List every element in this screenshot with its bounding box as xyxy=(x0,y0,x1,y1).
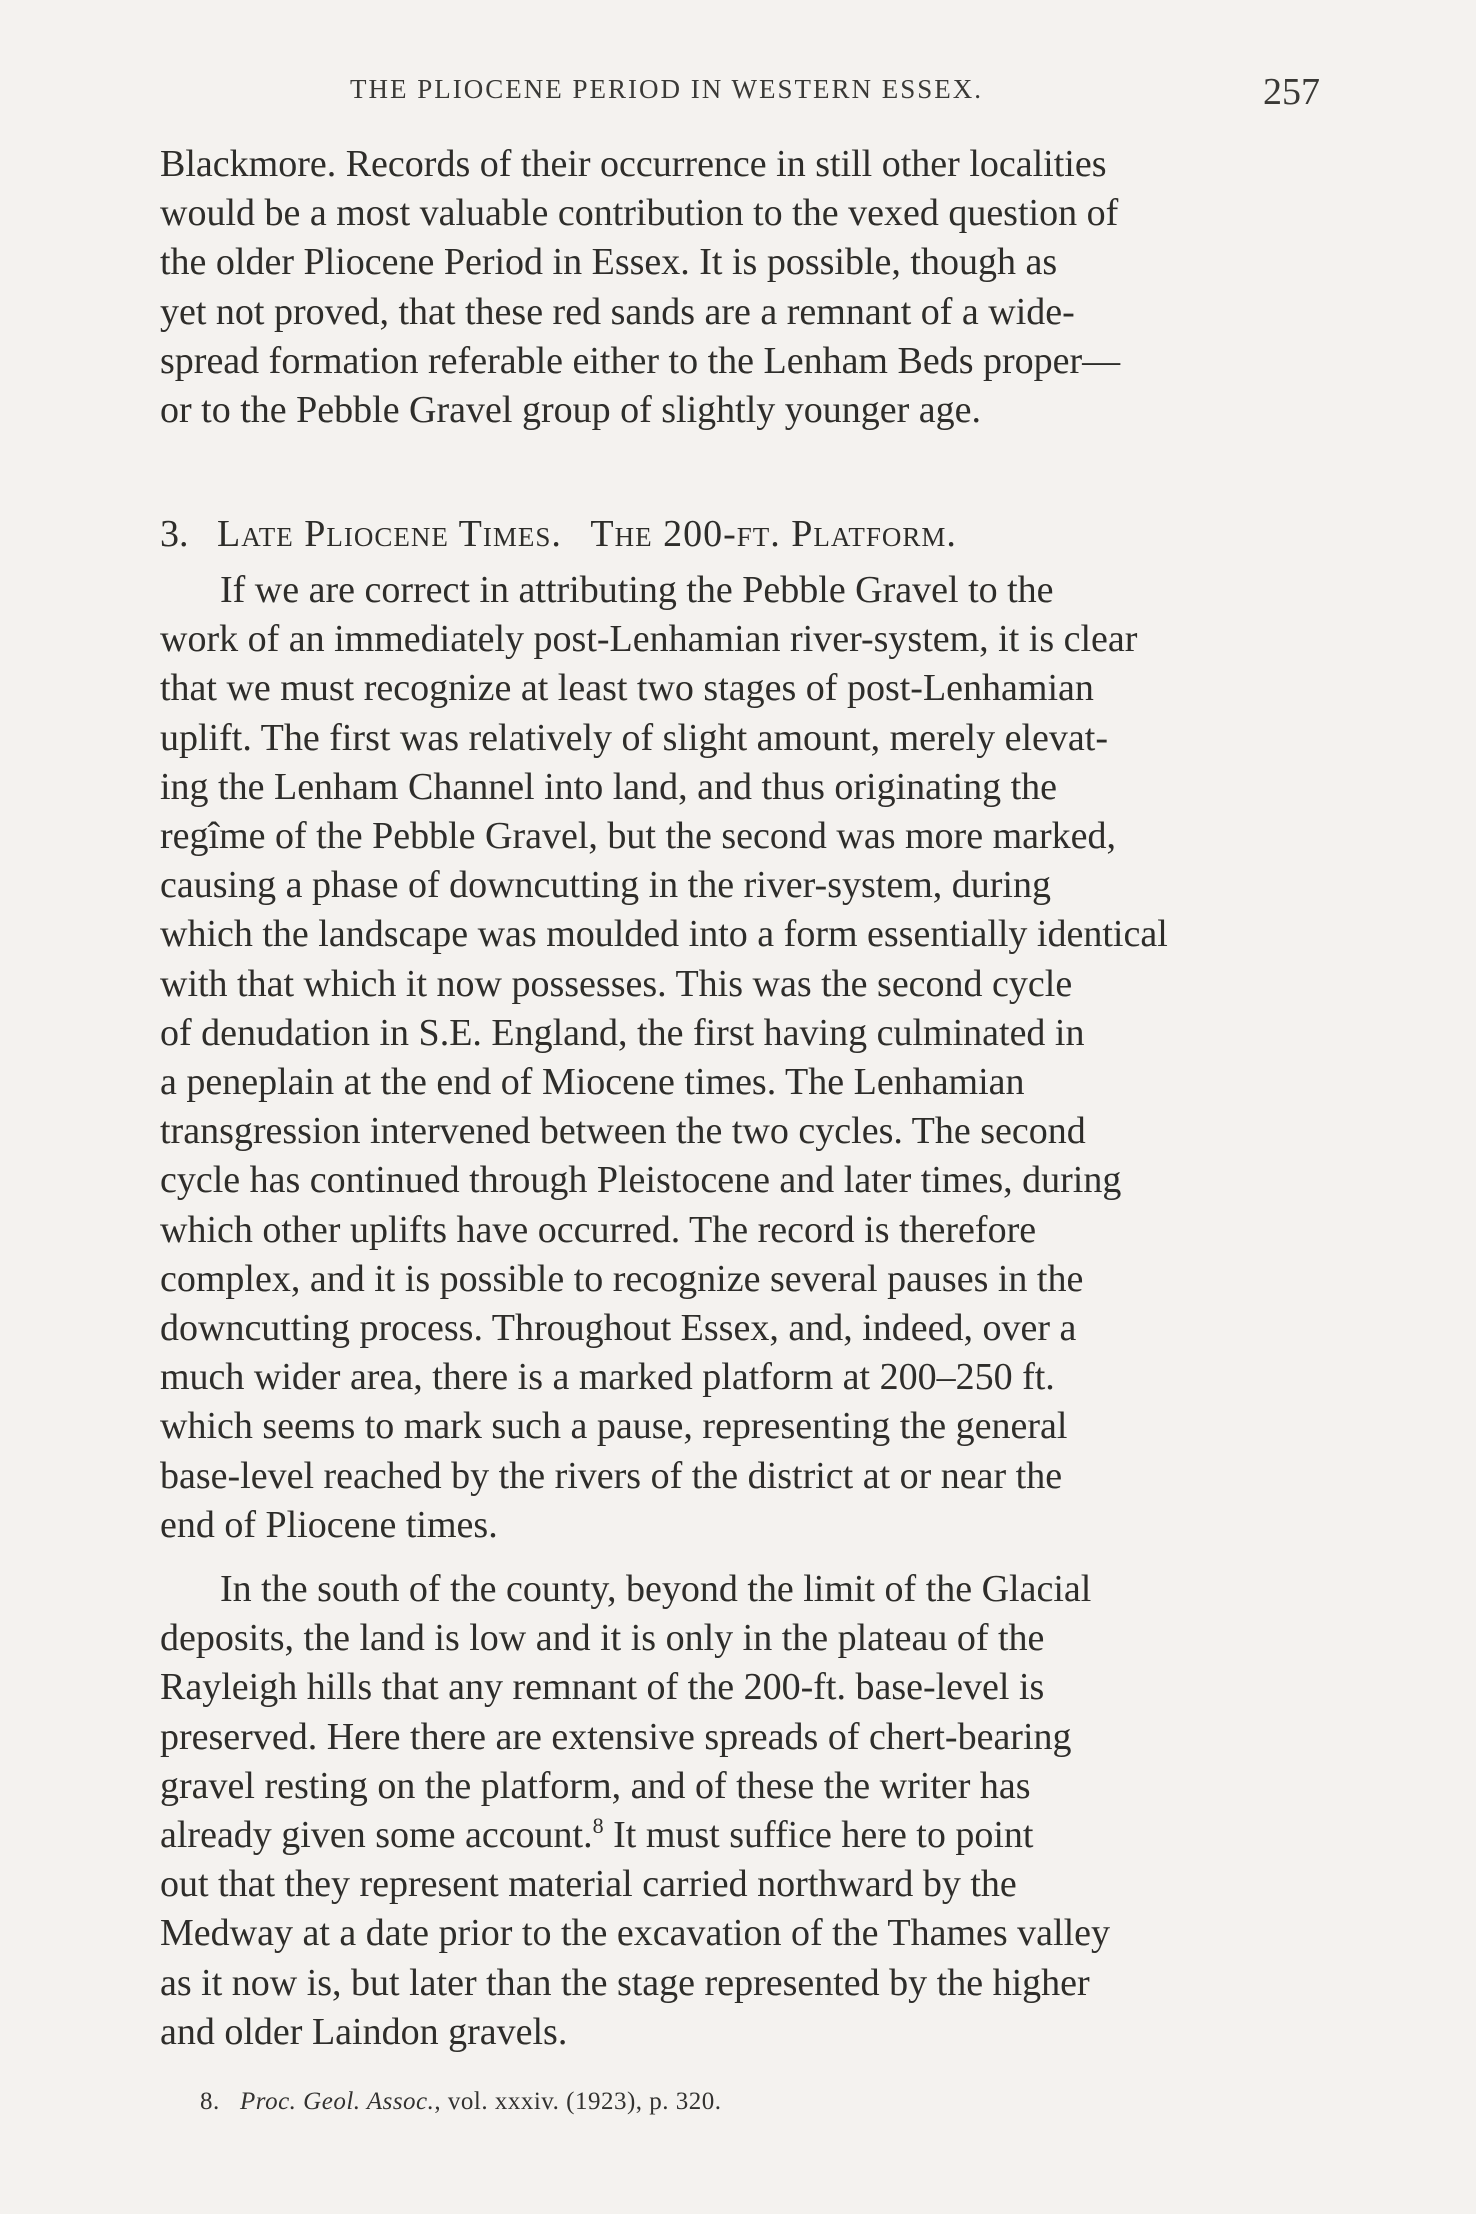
section-subtitle: The 200-ft. Platform. xyxy=(590,513,957,555)
paragraph-intro-text: Blackmore. Records of their occurrence in still other localities would be a most valuable contribution to the vexed question of the older Pliocene Period in Essex. It is possible, though as yet not proved, that these red sands are a remnant of a wide- spread formation referable either to the Lenham Beds proper— or to the Pebble Gravel group of slightly younger age. xyxy=(160,143,1121,432)
paragraph-south xyxy=(160,1565,1316,2057)
paragraph-south-text xyxy=(160,1565,1316,2057)
section-heading xyxy=(160,512,1316,556)
running-title: THE PLIOCENE PERIOD IN WESTERN ESSEX. xyxy=(350,74,983,104)
paragraph-main xyxy=(160,566,1316,1550)
footnote-number: 8. xyxy=(200,2088,220,2115)
paragraph-main-text: If we are correct in attributing the Pebble Gravel to the work of an immediately post-Lenhamian river-system, it is clear that we must recognize at least two stages of post-Lenhamian uplift. The first was relatively of slight amount, merely elevat- ing the Lenham Channel into land, and thus originating the regîme of the Pebble Gravel, but the second was more marked, causing a phase of downcutting in the river-system, during which the landscape was moulded into a form essentially identical with that which it now possesses. This was the second cycle of denudation in S.E. England, the first having culminated in a peneplain at the end of Miocene times. The Lenhamian transgression intervened between the two cycles. The second cycle has continued through Pleistocene and later times, during which other uplifts have occurred. The record is therefore complex, and it is possible to recognize several pauses in the downcutting process. Throughout Essex, and, indeed, over a much wider area, there is a marked platform at 200–250 ft. which seems to mark such a pause, representing the general base-level reached by the rivers of the district at or near the end of Pliocene times. xyxy=(160,569,1168,1546)
section-number: 3. xyxy=(160,513,189,555)
paragraph-intro xyxy=(160,140,1316,435)
section-title: Late Pliocene Times. xyxy=(217,513,562,555)
page-number: 257 xyxy=(1263,71,1320,113)
running-head xyxy=(160,70,1320,114)
footnote-source: Proc. Geol. Assoc. xyxy=(240,2088,435,2115)
paragraph-south-part1: In the south of the county, beyond the limit of the Glacial deposits, the land is low and it is only in the plateau of the Rayleigh hills that any remnant of the 200-ft. base-level is preserved. Here there are extensive spreads of chert-bearing gravel resting on the platform, and of these the writer has already given some account. xyxy=(160,1568,1092,1857)
footnote-detail: , vol. xxxiv. (1923), p. 320. xyxy=(434,2088,722,2115)
paragraph-south-part2: It must suffice here to point out that they represent material carried northward by the Medway at a date prior to the excavation of the Thames valley as it now is, but later than the stage represented by the higher and older Laindon gravels. xyxy=(160,1814,1110,2053)
footnote xyxy=(200,2088,722,2116)
footnote-reference: 8 xyxy=(592,1813,604,1839)
